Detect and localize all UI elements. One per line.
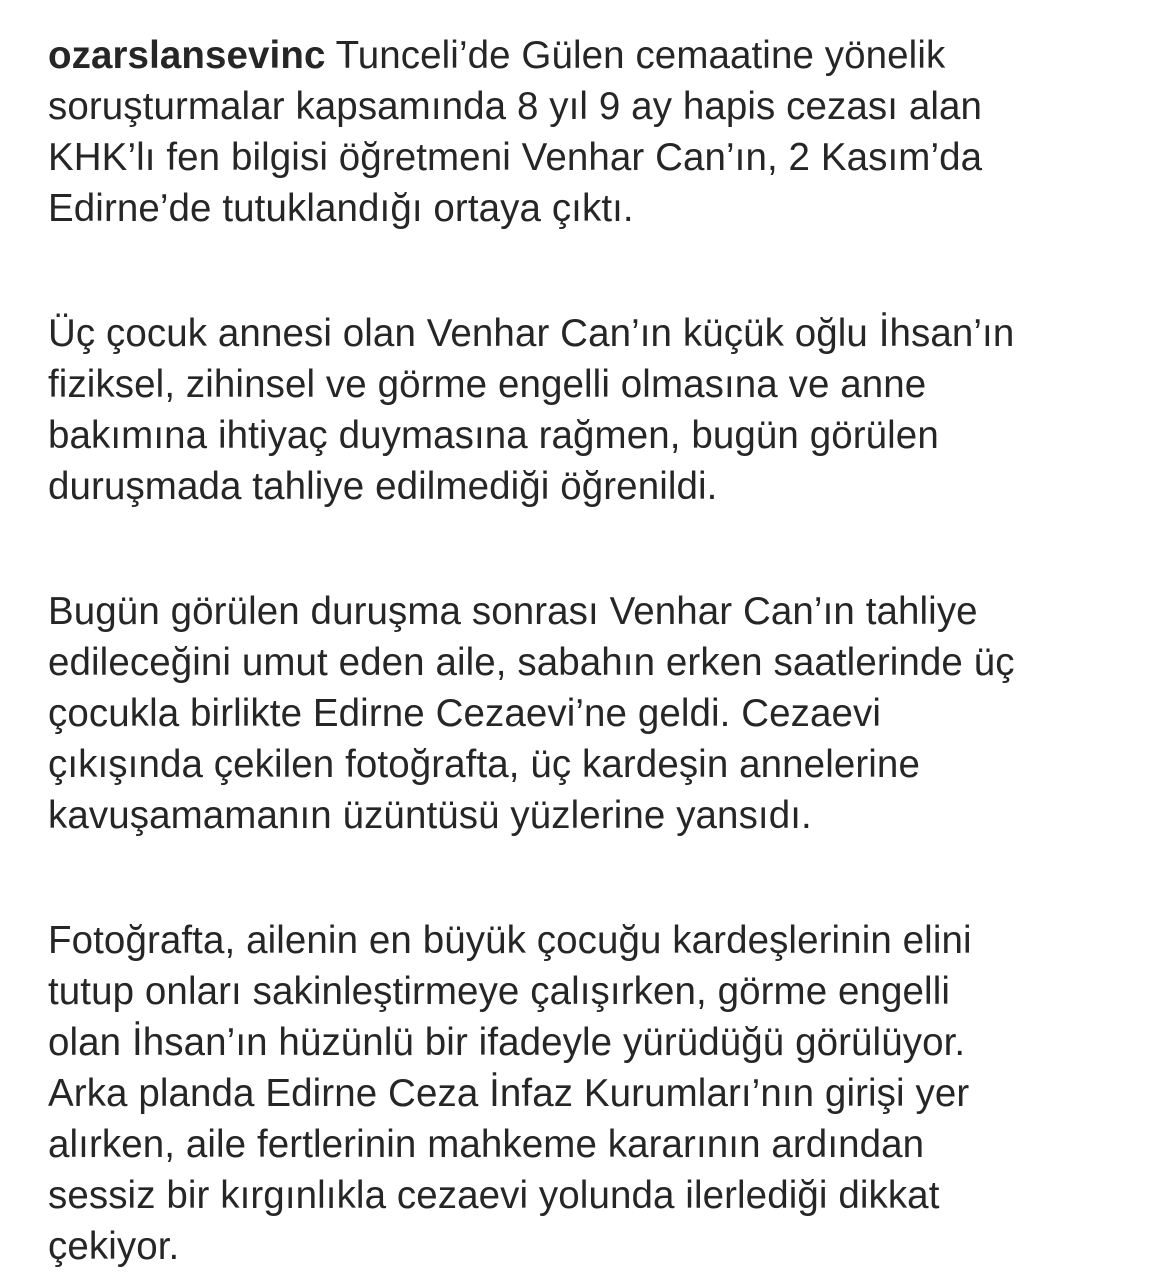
caption-line: sessiz bir kırgınlıkla cezaevi yolunda ilerlediği dikkat (48, 1174, 940, 1217)
caption-line: çekiyor. (48, 1225, 180, 1268)
caption-paragraph-4 (48, 915, 1133, 1272)
caption-line: Edirne’de tutuklandığı ortaya çıktı. (48, 187, 634, 230)
caption-line: fiziksel, zihinsel ve görme engelli olmasına ve anne (48, 363, 927, 406)
caption-line: KHK’lı fen bilgisi öğretmeni Venhar Can’ın, 2 Kasım’da (48, 136, 983, 179)
username-link[interactable]: ozarslansevinc (48, 34, 326, 77)
caption-line: olan İhsan’ın hüzünlü bir ifadeyle yürüdüğü görülüyor. (48, 1021, 966, 1064)
caption-line: Arka planda Edirne Ceza İnfaz Kurumları’nın girişi yer (48, 1072, 970, 1115)
caption-paragraph-3 (48, 586, 1133, 841)
caption-line: Bugün görülen duruşma sonrası Venhar Can’ın tahliye (48, 590, 978, 633)
caption-line: alırken, aile fertlerinin mahkeme kararının ardından (48, 1123, 925, 1166)
caption-text: Tunceli’de Gülen cemaatine yönelik (325, 34, 946, 77)
caption-paragraph-2 (48, 308, 1133, 512)
caption-line: bakımına ihtiyaç duymasına rağmen, bugün görülen (48, 414, 939, 457)
caption-line: Üç çocuk annesi olan Venhar Can’ın küçük oğlu İhsan’ın (48, 312, 1015, 355)
caption-line: kavuşamamanın üzüntüsü yüzlerine yansıdı. (48, 794, 812, 837)
caption-line: tutup onları sakinleştirmeye çalışırken, görme engelli (48, 970, 951, 1013)
caption-line: çocukla birlikte Edirne Cezaevi’ne geldi. Cezaevi (48, 692, 882, 735)
caption-line (48, 30, 1133, 81)
caption-line: çıkışında çekilen fotoğrafta, üç kardeşin annelerine (48, 743, 920, 786)
caption-paragraph-1 (48, 30, 1133, 234)
post-caption (48, 30, 1133, 1272)
caption-line: Fotoğrafta, ailenin en büyük çocuğu kardeşlerinin elini (48, 919, 972, 962)
caption-line: edileceğini umut eden aile, sabahın erken saatlerinde üç (48, 641, 1015, 684)
caption-line: soruşturmalar kapsamında 8 yıl 9 ay hapis cezası alan (48, 85, 983, 128)
caption-line: duruşmada tahliye edilmediği öğrenildi. (48, 465, 718, 508)
